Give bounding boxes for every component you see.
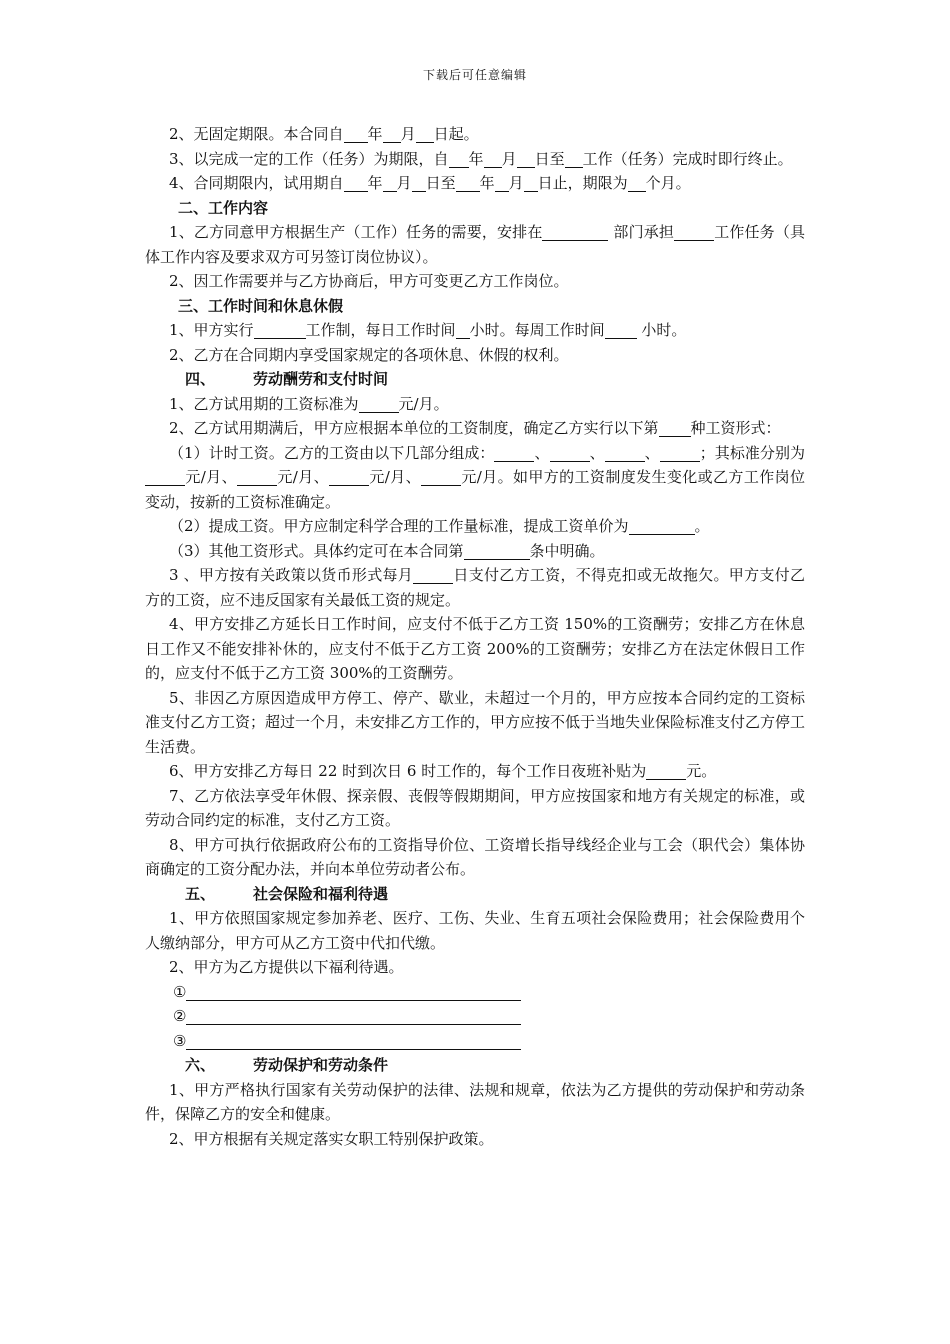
section-title-work: 二、工作内容 <box>178 198 269 217</box>
insurance-clause-2: 2、甲方为乙方提供以下福利待遇。 <box>169 958 404 976</box>
pay-clause-2-3: （3）其他工资形式。具体约定可在本合同第 条中明确。 <box>169 541 605 560</box>
benefit-line-2: ② <box>145 1004 805 1029</box>
term-clause-4: 4、合同期限内，试用期自 年 月 日至 年 月 日止，期限为 个月。 <box>169 174 691 192</box>
insurance-clause-1: 1、甲方依照国家规定参加养老、医疗、工伤、失业、生育五项社会保险费用；社会保险费用个人缴纳部分，甲方可从乙方工资中代扣代缴。 <box>145 909 805 952</box>
protection-clause-1: 1、甲方严格执行国家有关劳动保护的法律、法规和规章，依法为乙方提供的劳动保护和劳动条件，保障乙方的安全和健康。 <box>145 1080 805 1123</box>
pay-clause-3: 3 、甲方按有关政策以货币形式每月 日支付乙方工资，不得克扣或无故拖欠。甲方支付乙方的工资，应不违反国家有关最低工资的规定。 <box>145 566 805 609</box>
benefit-line-3: ③ <box>145 1029 805 1054</box>
work-clause-1: 1、乙方同意甲方根据生产（工作）任务的需要，安排在 部门承担 工作任务（具体工作内容及要求双方可另签订岗位协议）。 <box>145 223 805 266</box>
pay-clause-4: 4、甲方安排乙方延长日工作时间，应支付不低于乙方工资 150%的工资酬劳；安排乙方在休息日工作又不能安排补休的，应支付不低于乙方工资 200%的工资酬劳；安排乙方在法定休假日工作的，应支付不低于乙方工资 300%的工资酬劳。 <box>145 615 805 682</box>
pay-clause-8: 8、甲方可执行依据政府公布的工资指导价位、工资增长指导线经企业与工会（职代会）集体协商确定的工资分配办法，并向本单位劳动者公布。 <box>145 835 805 878</box>
pay-clause-5: 5、非因乙方原因造成甲方停工、停产、歇业，未超过一个月的，甲方应按本合同约定的工资标准支付乙方工资；超过一个月，未安排乙方工作的，甲方应按不低于当地失业保险标准支付乙方停工生活费。 <box>145 688 806 756</box>
work-clause-2: 2、因工作需要并与乙方协商后，甲方可变更乙方工作岗位。 <box>169 272 569 290</box>
section-title-pay: 四、 劳动酬劳和支付时间 <box>185 370 389 388</box>
pay-clause-2: 2、乙方试用期满后，甲方应根据本单位的工资制度，确定乙方实行以下第 种工资形式： <box>169 419 781 437</box>
protection-clause-2: 2、甲方根据有关规定落实女职工特别保护政策。 <box>169 1129 494 1148</box>
pay-clause-2-1: （1）计时工资。乙方的工资由以下几部分组成： 、 、 、 ；其标准分别为元/月、 元/月、 元/月、 元/月。如甲方的工资制度发生变化或乙方工作岗位变动，按新的工资标准确定。 <box>145 443 805 511</box>
section-title-protection: 六、 劳动保护和劳动条件 <box>185 1056 389 1074</box>
section-title-insurance: 五、 社会保险和福利待遇 <box>185 884 389 903</box>
time-clause-2: 2、乙方在合同期内享受国家规定的各项休息、休假的权利。 <box>169 345 569 364</box>
pay-clause-2-2: （2）提成工资。甲方应制定科学合理的工作量标准，提成工资单价为 。 <box>169 517 710 535</box>
time-clause-1: 1、甲方实行 工作制，每日工作时间 小时。每周工作时间 小时。 <box>169 321 687 339</box>
term-clause-3: 3、以完成一定的工作（任务）为期限，自 年 月 日至 工作（任务）完成时即行终止。 <box>169 149 793 168</box>
section-title-time: 三、工作时间和休息休假 <box>178 296 344 315</box>
page-header: 下载后可任意编辑 <box>422 68 527 82</box>
benefit-line-1: ① <box>145 980 805 1005</box>
pay-clause-6: 6、甲方安排乙方每日 22 时到次日 6 时工作的，每个工作日夜班补贴为 元。 <box>169 762 717 780</box>
contract-body <box>145 122 805 1151</box>
pay-clause-1: 1、乙方试用期的工资标准为 元/月。 <box>169 394 449 413</box>
pay-clause-7: 7、乙方依法享受年休假、探亲假、丧假等假期期间，甲方应按国家和地方有关规定的标准，或劳动合同约定的标准，支付乙方工资。 <box>145 786 805 829</box>
term-clause-2: 2、无固定期限。本合同自 年 月 日起。 <box>169 125 479 143</box>
